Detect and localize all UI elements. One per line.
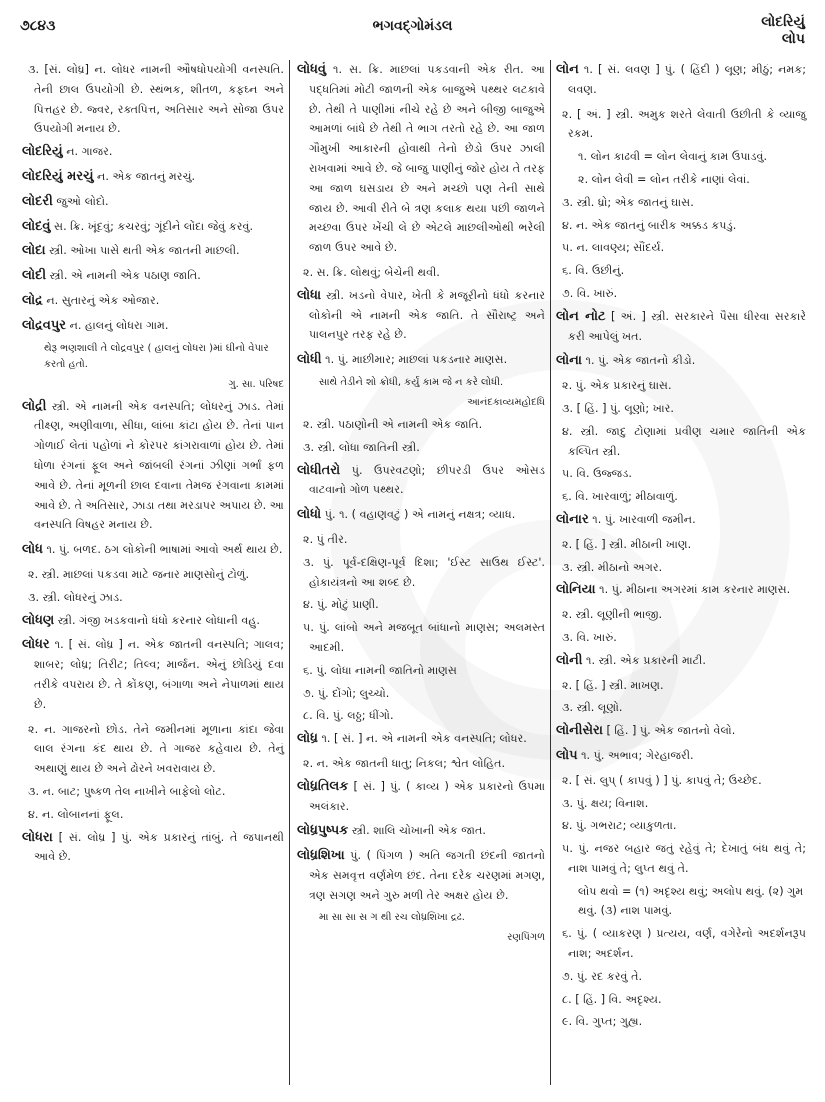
dictionary-entry	[556, 746, 806, 766]
definition: પું. ઉપરવટણો; છીપરડી ઉપર ઓસડ વાટવાનો ગોળ પથ્થર.	[309, 463, 545, 497]
guide-words	[761, 14, 805, 48]
dictionary-entry	[22, 291, 284, 311]
sub-sense: ૩. પું. પૂર્વ-દક્ષિણ-પૂર્વ દિશા; 'ઈસ્ટ સાઉથ ઈસ્ટ'. હોકાયંત્રનો આ શબ્દ છે.	[303, 555, 545, 589]
dictionary-entry	[297, 777, 545, 817]
running-title: ભગવદ્ગોમંડલ	[372, 18, 453, 34]
definition: સ્ત્રી. ઓખા પાસે થતી એક જાતની માછલી.	[45, 244, 240, 258]
sub-sense: ૩. [ હિં. ] પું. લૂણો; ખાર.	[562, 401, 674, 415]
sub-sense: ૨. [ હિં. ] સ્ત્રી. માખણ.	[562, 678, 664, 692]
definition: સ. ક્રિ. ખૂંદવું; કચરવું; ગૂંદીને લોંદા જેવું કરવું.	[50, 219, 254, 233]
dictionary-entry	[22, 828, 284, 868]
headword: લોદરિયું મરચું	[22, 168, 94, 184]
sub-sense: ૨. સ્ત્રી. માછલાં પકડવા માટે જનાર માણસોનું ટોળું.	[28, 567, 250, 581]
headword: લોદ્ર	[22, 292, 43, 308]
definition: ન. એક જાતનું મરચું.	[93, 169, 196, 183]
column-2	[297, 60, 545, 1090]
usage-example: ૧. લોન કાઢવી = લોન લેવાનું કામ ઉપાડવું.	[578, 150, 768, 164]
dictionary-columns	[16, 60, 811, 1090]
headword: લોનીસેરા	[556, 723, 603, 739]
definition: [ હિં. ] પું. એક જાતનો વેલો.	[602, 724, 736, 738]
dictionary-entry	[22, 266, 284, 286]
dictionary-entry	[556, 60, 806, 100]
definition: સ્ત્રી. એ નામની એક વનસ્પતિ; લોધરનું ઝાડ. તેમાં તીક્ષ્ણ, અણીવાળા, સીધા, લાંબા કાંટા હોય છે. તેનાં પાન ગોળાઈ લેતાં પહોળાં ને કોરપર કાંગરાવાળાં હોય છે. તેમાં ધોળા રંગનાં ફૂલ અને જાંબલી રંગનાં ઝીણાં ગર્ભાં ફળ આવે છે. તેનાં મૂળની છાલ દવાના તેમજ રંગવાના કામમાં આવે છે. તે અતિસાર, ઝાડા તથા મરડાપર અપાય છે. આ વનસ્પતિ વિષહર મનાય છે.	[34, 399, 284, 532]
headword: લોધ્રતિલક	[297, 778, 349, 794]
column-divider	[550, 60, 551, 1085]
sub-sense: ૩. સ્ત્રી. લોધરનું ઝાડ.	[28, 590, 123, 604]
dictionary-entry	[22, 142, 284, 162]
sub-sense: ૨. [ હિં. ] સ્ત્રી. મીઠાની ખાણ.	[562, 537, 692, 551]
sub-sense: ૪. પું. ગભરાટ; વ્યાકુળતા.	[562, 819, 677, 833]
headword: લોના	[556, 353, 582, 369]
definition: પું. ( પિંગળ ) અતિ જગતી છંદની જાતનો એક સમવૃત્ત વર્ણમેળ છંદ. તેના દરેક ચરણમાં મગણ, ત્રણ સગણ અને ગુરુ મળી તેર અક્ષર હોય છે.	[309, 849, 545, 902]
definition: ૧. પું. મીઠાના અગરમાં કામ કરનાર માણસ.	[595, 583, 791, 597]
dictionary-entry	[556, 580, 806, 600]
sub-sense: ૬. વિ. ખારવાળું; મીઠાવાળું.	[562, 490, 678, 504]
dictionary-entry	[22, 611, 284, 631]
dictionary-entry	[297, 60, 545, 258]
sub-sense: ૫. પું. નજર બહાર જતું રહેવું તે; દેખાતું બંધ થવું તે; નાશ પામવું તે; લુપ્ત થવું તે.	[562, 842, 806, 875]
page-number: ૭૮૪૩	[20, 18, 56, 34]
headword: લોદ્રવપુર	[22, 317, 67, 333]
guide-word-last: લોપ	[781, 31, 805, 47]
dictionary-entry	[22, 241, 284, 261]
definition: [ અં. ] સ્ત્રી. સરકારને પૈસા ધીરવા સરકારે કરી આપેલું ખત.	[568, 309, 806, 343]
dictionary-entry	[297, 821, 545, 841]
headword: લોદ્રી	[22, 398, 47, 414]
dictionary-entry	[22, 217, 284, 237]
sub-sense: ૫. ન. લાવણ્ય; સૌંદર્ય.	[562, 241, 665, 255]
sub-sense: ૩. સ્ત્રી. ધ્રો; એક જાતનું ઘાસ.	[562, 195, 694, 209]
headword: લોનાર	[556, 511, 589, 527]
headword: લોધ્ર	[297, 731, 318, 747]
sub-sense: ૪. પું. મોટું પ્રાણી.	[303, 598, 379, 612]
headword: લોદવું	[22, 218, 51, 234]
dictionary-entry	[556, 510, 806, 530]
headword: લોદી	[22, 268, 47, 284]
definition: [ સં. લોધ્ર ] પું. એક પ્રકારનું તાંબું. તે જપાનથી આવે છે.	[34, 830, 284, 864]
sub-sense: ૨. સ્ત્રી. લૂણીની ભાજી.	[562, 608, 663, 622]
headword: લોન	[556, 62, 579, 77]
definition: ૧. [ સં. લવણ ] પું. ( હિંદી ) લૂણ; મીઠું; નમક; લવણ.	[568, 63, 806, 96]
headword: લોપ	[556, 747, 578, 763]
usage-example: ૨. લોન લેવી = લોન તરીકે નાણાં લેવાં.	[578, 172, 750, 186]
headword: લોદરી	[22, 193, 53, 209]
headword: લોધો	[297, 507, 322, 523]
headword: લોધા	[297, 287, 322, 303]
sub-sense: ૩. વિ. ખારું.	[562, 630, 617, 644]
dictionary-entry	[22, 540, 284, 560]
citation-source: ગુ. સા. પરિષદ	[228, 378, 284, 390]
dictionary-entry	[556, 721, 806, 741]
headword: લોધીતરો	[297, 462, 341, 478]
definition: ૧. પું. બળદ. ઠગ લોકોની ભાષામાં આવો અર્થ થાય છે.	[42, 543, 283, 557]
sub-sense: ૩. [સં. લોધ્ર] ન. લોધર નામની ઔષધોપયોગી વનસ્પતિ. તેની છાલ ઉપયોગી છે. સ્થંભક, શીતળ, કફઘ્ન અને પિત્તહર છે. જ્વર, રક્તપિત્ત, અતિસાર અને સોજા ઉપર ઉપયોગી મનાય છે.	[28, 63, 284, 136]
headword: લોધી	[297, 352, 322, 368]
sub-sense: ૨. [ સં. લુપ્ ( કાપવું ) ] પું. કાપવું તે; ઉચ્છેદ.	[562, 773, 762, 787]
definition: ન. ગાજર.	[62, 145, 113, 159]
headword: લોની	[556, 652, 583, 668]
headword: લોધરા	[22, 829, 53, 845]
definition: ૧. સ્ત્રી. એક પ્રકારની માટી.	[582, 653, 706, 667]
dictionary-entry	[556, 307, 806, 347]
definition: ૧. [ સં. ] ન. એ નામની એક વનસ્પતિ; લોધર.	[317, 732, 527, 746]
headword: લોધ	[22, 542, 43, 558]
definition: ન. સુતારનું એક ઓજાર.	[42, 293, 160, 307]
column-3	[556, 60, 806, 1090]
dictionary-entry	[297, 846, 545, 905]
headword: લોધવું	[297, 62, 326, 77]
sub-sense: ૯. વિ. ગુપ્ત; ગુહ્ય.	[562, 1015, 643, 1029]
usage-example: લોપ થવો = (૧) અદૃશ્ય થવું; અલોપ થવું. (૨) ગુમ થવું. (૩) નાશ પામવું.	[578, 884, 804, 918]
dictionary-entry	[22, 316, 284, 336]
sub-sense: ૭. પું. રદ કરવું તે.	[562, 969, 643, 983]
sub-sense: ૮. [ હિં. ] વિ. અદૃશ્ય.	[562, 992, 662, 1006]
sub-sense: ૬. પું. ( વ્યાકરણ ) પ્રત્યય, વર્ણ, વગેરેનો અદર્શનરૂપ નાશ; અદર્શન.	[562, 927, 806, 961]
headword: લોદા	[22, 243, 46, 259]
sub-sense: ૬. પું. લોધા નામની જાતિનો માણસ	[303, 663, 457, 677]
sub-sense: ૪. ન. એક જાતનું બારીક અક્કડ કપડું.	[562, 218, 737, 232]
definition: સ્ત્રી. એ નામની એક પઠાણ જાતિ.	[46, 269, 201, 283]
guide-word-first: લોદરિયું	[761, 14, 805, 30]
sub-sense: ૪. સ્ત્રી. જાદુ ટોણામાં પ્રવીણ ચમાર જાતિની એક કલ્પિત સ્ત્રી.	[562, 424, 806, 458]
sub-sense: ૨. ન. ગાજરનો છોડ. તેને જમીનમાં મૂળાના કાંદા જેવા લાલ રંગના કંદ થાય છે. તે ગાજર કહેવાય છે. તેનું અથાણું થાય છે અને ઢોરને ખવરાવાય છે.	[28, 722, 284, 776]
sub-sense: ૫. વિ. ઉજ્જડ.	[562, 467, 632, 481]
dictionary-entry	[297, 505, 545, 525]
headword: લોધણ	[22, 612, 55, 628]
sub-sense: ૩. સ્ત્રી. લોધા જાતિની સ્ત્રી.	[303, 440, 420, 454]
definition: જુઓ લોદો.	[52, 194, 109, 208]
definition: [ સં. ] પું. ( કાવ્ય ) એક પ્રકારનો ઉપમા અલંકાર.	[309, 779, 545, 813]
citation-source: આનંદકાવ્યમહોદધિ	[467, 396, 545, 408]
headword: લોનિયા	[556, 582, 596, 598]
sub-sense: ૪. ન. લોબાનનાં ફૂલ.	[28, 807, 124, 821]
definition: ૧. પું. માછીમાર; માછલાં પકડનાર માણસ.	[321, 353, 508, 367]
sub-sense: ૭. પું. દોંગો; લુચ્ચો.	[303, 686, 390, 700]
headword: લોધ્રશિખા	[297, 848, 345, 864]
sub-sense: ૨. ન. એક જાતની ધાતુ; નિકલ; શ્વેત લોહિત.	[303, 756, 506, 770]
column-1	[22, 60, 284, 1090]
headword: લોન નોટ	[556, 308, 606, 324]
sub-sense: ૫. પું. લાંબો અને મજબૂત બાંધાનો માણસ; અલમસ્ત આદમી.	[303, 621, 545, 654]
dictionary-entry	[22, 397, 284, 536]
definition: ન. હાલનું લોધરા ગામ.	[66, 318, 169, 332]
column-divider	[289, 60, 290, 1085]
sub-sense: ૩. પું. ક્ષય; વિનાશ.	[562, 796, 649, 810]
dictionary-entry	[297, 729, 545, 749]
definition: ૧. [ સં. લોધ્ર ] ન. એક જાતની વનસ્પતિ; ગાલવ; શાબર; લોધ્ર; તિરીટ; તિલ્વ; માર્જન. એનું છોડિયું દવા તરીકે વપરાય છે. તે કોંકણ, બંગાળા અને નેપાળમાં થાય છે.	[34, 638, 284, 711]
page-header	[0, 0, 825, 55]
sub-sense: ૩. સ્ત્રી. લૂણો.	[562, 701, 623, 715]
definition: ૧. પું. એક જાતનો કીડો.	[581, 354, 696, 368]
sub-sense: ૬. વિ. ઉછીનું.	[562, 264, 625, 278]
dictionary-entry	[297, 286, 545, 345]
sub-sense: ૩. સ્ત્રી. મીઠાનો અગર.	[562, 560, 663, 574]
definition: સ્ત્રી. ખડનો વેપાર, ખેતી કે મજૂરીનો ધંધો કરનાર લોકોની એ નામની એક જાતિ. તે સૌરાષ્ટ્ર અને પાલનપુર તરફ રહે છે.	[309, 288, 545, 342]
definition: સ્ત્રી. ગંજી ખડકવાનો ધંધો કરનાર લોધાની વહુ.	[54, 613, 260, 627]
sub-sense: ૨. પું તીર.	[303, 532, 348, 546]
citation-source: રણપિંગળ	[507, 932, 545, 944]
headword: લોદરિયું	[22, 144, 63, 160]
sub-sense: ૮. વિ. પું. લઠ્ઠ; ધીંગો.	[303, 709, 394, 723]
citation-quote: સાથે તેડીને શો ક્રોધી, કર્યું કામ જે ન કરે લોધી.	[319, 376, 504, 388]
dictionary-entry	[22, 192, 284, 212]
sub-sense: ૩. ન. બાટ; પુષ્કળ તેલ નાખીને બાફેલો લોટ.	[28, 784, 226, 798]
sub-sense: ૨. પું. એક પ્રકારનું ઘાસ.	[562, 379, 672, 393]
citation-quote: મા સા સા સ ગ થી રચ લોધ્રશિખા દ્રઢ.	[319, 912, 465, 924]
headword: લોધ્રપુષ્પક	[297, 823, 349, 839]
sub-sense: ૭. વિ. ખારું.	[562, 286, 618, 300]
definition: સ્ત્રી. શાલિ ચોખાની એક જાત.	[348, 824, 486, 838]
sub-sense: ૨. [ અં. ] સ્ત્રી. અમુક શરતે લેવાતી ઉછીતી કે વ્યાજુ રકમ.	[562, 107, 806, 141]
definition: પું. ૧. ( વહાણવટું ) એ નામનું નક્ષત્ર; વ્યાધ.	[321, 508, 516, 522]
sub-sense: ૨. સ્ત્રી. પઠાણોની એ નામની એક જાતિ.	[303, 417, 483, 431]
dictionary-entry	[556, 351, 806, 371]
dictionary-entry	[297, 350, 545, 370]
definition: ૧. સ. ક્રિ. માછલાં પકડવાની એક રીત. આ પદ્ધતિમાં મોટી જાળની એક બાજુએ પથ્થર લટકાવે છે. તેથી તે પાણીમાં નીચે રહે છે અને બીજી બાજુએ આમળાં બાંધે છે તેથી તે ભાગ તરતો રહે છે. આ જાળ ગૌમુખી આકારની હોવાથી તેનો છેડો ઉપર ઝાલી રાખવામાં આવે છે. જે બાજુ પાણીનું જોર હોય તે તરફ આ જાળ ઘસડાય છે અને મચ્છો પણ તેની સાથે જાય છે. આવી રીતે બે ત્રણ કલાક થયા પછી જાળને મચ્છવા ઉપર ખેંચી લે છે એટલે માછલીઓથી ભરેલી જાળ ઉપર આવે છે.	[309, 63, 545, 255]
sub-sense: ૨. સ. ક્રિ. લોથવું; બેચેની થવી.	[303, 265, 440, 279]
definition: ૧. પું. ખારવાળી જમીન.	[588, 512, 696, 526]
citation-quote: થેરૂ ભણશાલી તે લોદ્રવપુર ( હાલનું લોધરા )માં ઘીનો વેપાર કરતો હતો.	[44, 342, 269, 370]
dictionary-entry	[297, 461, 545, 501]
dictionary-entry	[556, 651, 806, 671]
dictionary-entry	[22, 635, 284, 714]
dictionary-entry	[22, 167, 284, 187]
definition: ૧. પું. અભાવ; ગેરહાજરી.	[577, 748, 694, 762]
headword: લોધર	[22, 637, 50, 653]
